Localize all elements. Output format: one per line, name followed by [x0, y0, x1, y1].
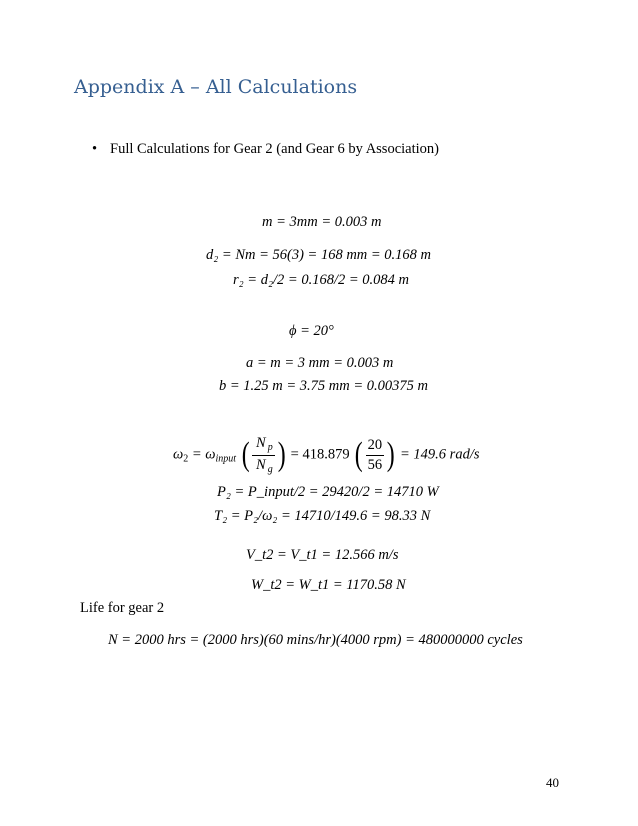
equation-dedendum: b = 1.25 m = 3.75 mm = 0.00375 m: [219, 378, 428, 394]
appendix-heading: Appendix A – All Calculations: [74, 76, 358, 98]
equation-tangential-load: W_t2 = W_t1 = 1170.58 N: [251, 577, 406, 593]
omega-mid: = 418.879: [287, 446, 354, 463]
gear-ratio-fraction: [252, 434, 275, 476]
equation-power: P₂ = P_input/2 = 29420/2 = 14710 W: [217, 484, 439, 500]
bullet-item: [92, 141, 439, 158]
omega-lhs: ω: [173, 446, 184, 463]
bullet-text: Full Calculations for Gear 2 (and Gear 6 by Association): [110, 141, 439, 157]
frac1-den: N: [256, 456, 266, 473]
bullet-symbol: •: [92, 141, 98, 157]
omega-rhs: = 149.6 rad/s: [396, 446, 480, 463]
frac1-num: N: [256, 435, 266, 451]
equation-angular-velocity: $\omega_2 = \omega_{input}$ ( $\frac{N _p}{N _g}$ ) = 418.879 ( $\frac{20}{56}$ ) = 149.6 rad/s: [173, 435, 480, 475]
frac2-num: 20: [366, 436, 385, 455]
equation-addendum: a = m = 3 mm = 0.003 m: [246, 355, 394, 371]
equation-life-cycles: N = 2000 hrs = (2000 hrs)(60 mins/hr)(4000 rpm) = 480000000 cycles: [108, 632, 523, 648]
omega-lhs-sub: 2: [183, 453, 189, 465]
page-number: 40: [546, 775, 559, 790]
equation-torque: T₂ = P₂/ω₂ = 14710/149.6 = 98.33 N: [214, 508, 431, 524]
life-label: Life for gear 2: [80, 600, 165, 616]
equation-pitch-radius: r₂ = d₂/2 = 0.168/2 = 0.084 m: [233, 272, 409, 288]
teeth-fraction: [366, 436, 385, 473]
equation-tangential-velocity: V_t2 = V_t1 = 12.566 m/s: [246, 547, 399, 563]
frac1-den-sub: g: [267, 463, 273, 475]
frac2-den: 56: [367, 456, 383, 473]
equation-pressure-angle: ϕ = 20°: [289, 323, 334, 339]
equation-module: m = 3mm = 0.003 m: [262, 214, 382, 230]
omega-eq1: = ω: [188, 446, 216, 463]
frac1-num-sub: p: [267, 442, 273, 453]
omega-input-sub: input: [215, 453, 237, 465]
equation-pitch-diameter: d₂ = Nm = 56(3) = 168 mm = 0.168 m: [206, 247, 432, 263]
